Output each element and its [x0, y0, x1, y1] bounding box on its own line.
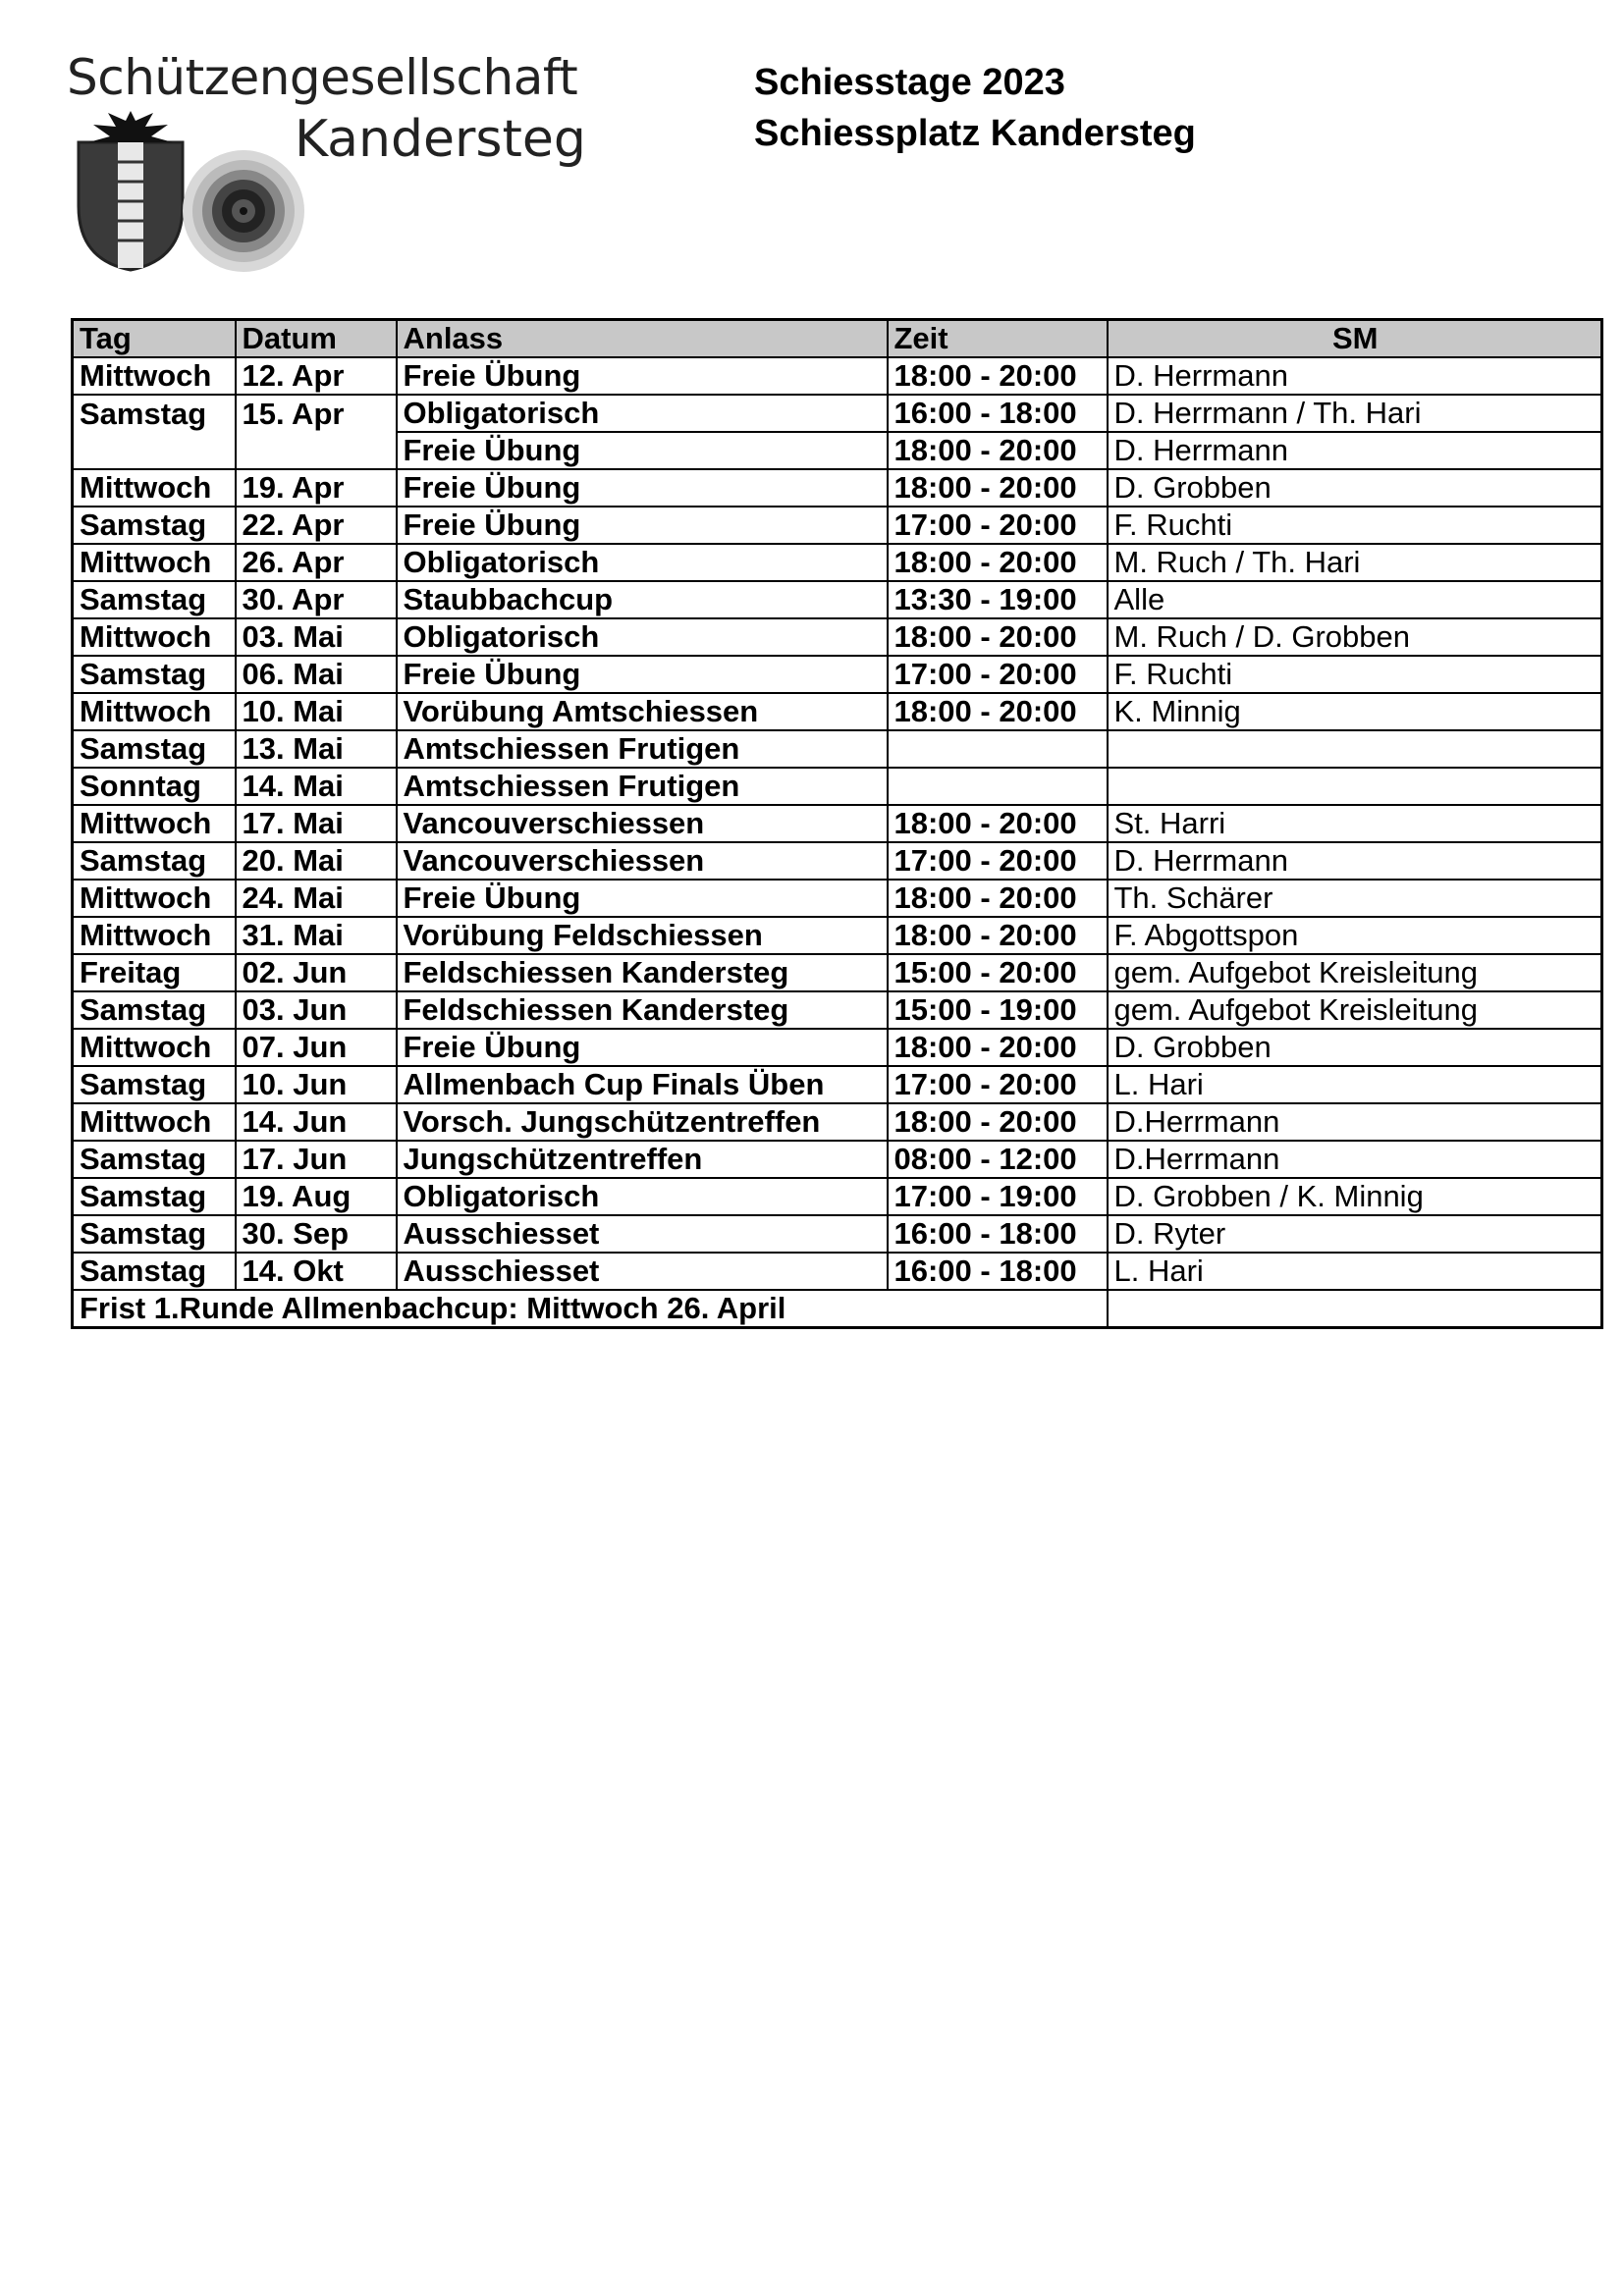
cell-zeit: 17:00 - 20:00 — [888, 842, 1108, 880]
cell-tag: Samstag — [73, 730, 236, 768]
cell-tag: Mittwoch — [73, 917, 236, 954]
table-row — [73, 768, 1602, 805]
cell-datum: 07. Jun — [236, 1029, 397, 1066]
cell-datum: 12. Apr — [236, 357, 397, 395]
cell-tag: Samstag — [73, 842, 236, 880]
table-row — [73, 880, 1602, 917]
header-zeit: Zeit — [888, 320, 1108, 358]
cell-sm: D. Ryter — [1108, 1215, 1602, 1253]
cell-anlass: Amtschiessen Frutigen — [397, 730, 888, 768]
cell-datum: 15. Apr — [236, 395, 397, 432]
cell-anlass: Obligatorisch — [397, 618, 888, 656]
cell-datum: 30. Apr — [236, 581, 397, 618]
cell-datum: 14. Jun — [236, 1103, 397, 1141]
cell-anlass: Freie Übung — [397, 656, 888, 693]
cell-zeit: 18:00 - 20:00 — [888, 805, 1108, 842]
club-logo — [67, 49, 656, 236]
cell-tag: Mittwoch — [73, 805, 236, 842]
cell-tag: Sonntag — [73, 768, 236, 805]
cell-anlass: Freie Übung — [397, 432, 888, 469]
cell-tag — [73, 432, 236, 469]
table-row — [73, 469, 1602, 507]
cell-tag: Samstag — [73, 1253, 236, 1290]
cell-anlass: Vorübung Amtschiessen — [397, 693, 888, 730]
table-row — [73, 1178, 1602, 1215]
logo-club-name-line2: Kandersteg — [295, 110, 586, 169]
cell-datum: 17. Mai — [236, 805, 397, 842]
cell-sm: D.Herrmann — [1108, 1103, 1602, 1141]
cell-anlass: Freie Übung — [397, 469, 888, 507]
cell-tag: Mittwoch — [73, 1029, 236, 1066]
cell-zeit: 18:00 - 20:00 — [888, 357, 1108, 395]
table-row — [73, 991, 1602, 1029]
cell-zeit: 18:00 - 20:00 — [888, 432, 1108, 469]
cell-tag: Freitag — [73, 954, 236, 991]
cell-datum: 10. Mai — [236, 693, 397, 730]
cell-anlass: Freie Übung — [397, 357, 888, 395]
cell-anlass: Obligatorisch — [397, 395, 888, 432]
table-row — [73, 1029, 1602, 1066]
header-sm: SM — [1108, 320, 1602, 358]
cell-datum: 19. Aug — [236, 1178, 397, 1215]
cell-sm: L. Hari — [1108, 1066, 1602, 1103]
cell-datum: 03. Mai — [236, 618, 397, 656]
page-heading — [754, 57, 1196, 159]
cell-tag: Samstag — [73, 581, 236, 618]
cell-anlass: Vorübung Feldschiessen — [397, 917, 888, 954]
table-row — [73, 1141, 1602, 1178]
crest-and-target-icon — [75, 103, 310, 285]
cell-zeit: 18:00 - 20:00 — [888, 618, 1108, 656]
table-row — [73, 805, 1602, 842]
cell-anlass: Amtschiessen Frutigen — [397, 768, 888, 805]
cell-tag: Mittwoch — [73, 469, 236, 507]
cell-zeit: 18:00 - 20:00 — [888, 1103, 1108, 1141]
cell-anlass: Ausschiesset — [397, 1253, 888, 1290]
logo-club-name-line1: Schützengesellschaft — [67, 49, 578, 106]
cell-anlass: Allmenbach Cup Finals Üben — [397, 1066, 888, 1103]
table-footer-row — [73, 1290, 1602, 1328]
cell-anlass: Jungschützentreffen — [397, 1141, 888, 1178]
cell-sm: St. Harri — [1108, 805, 1602, 842]
cell-zeit: 18:00 - 20:00 — [888, 469, 1108, 507]
table-row — [73, 656, 1602, 693]
cell-tag: Mittwoch — [73, 618, 236, 656]
table-row — [73, 395, 1602, 432]
cell-datum: 03. Jun — [236, 991, 397, 1029]
cell-zeit: 18:00 - 20:00 — [888, 544, 1108, 581]
table-row — [73, 1066, 1602, 1103]
cell-tag: Mittwoch — [73, 544, 236, 581]
table-row — [73, 954, 1602, 991]
table-row — [73, 917, 1602, 954]
cell-datum: 31. Mai — [236, 917, 397, 954]
cell-sm: D.Herrmann — [1108, 1141, 1602, 1178]
table-row — [73, 1103, 1602, 1141]
cell-datum: 24. Mai — [236, 880, 397, 917]
cell-zeit: 13:30 - 19:00 — [888, 581, 1108, 618]
cell-sm: F. Ruchti — [1108, 507, 1602, 544]
footer-empty-cell — [1108, 1290, 1602, 1328]
table-row — [73, 842, 1602, 880]
header-datum: Datum — [236, 320, 397, 358]
cell-datum: 10. Jun — [236, 1066, 397, 1103]
cell-anlass: Obligatorisch — [397, 544, 888, 581]
table-row — [73, 581, 1602, 618]
cell-sm: Th. Schärer — [1108, 880, 1602, 917]
cell-sm — [1108, 768, 1602, 805]
cell-tag: Mittwoch — [73, 693, 236, 730]
cell-sm: gem. Aufgebot Kreisleitung — [1108, 954, 1602, 991]
cell-sm: K. Minnig — [1108, 693, 1602, 730]
cell-datum: 13. Mai — [236, 730, 397, 768]
cell-datum: 02. Jun — [236, 954, 397, 991]
cell-zeit: 15:00 - 19:00 — [888, 991, 1108, 1029]
cell-zeit: 15:00 - 20:00 — [888, 954, 1108, 991]
cell-tag: Samstag — [73, 656, 236, 693]
table-row — [73, 432, 1602, 469]
cell-datum: 22. Apr — [236, 507, 397, 544]
cell-sm: D. Grobben — [1108, 1029, 1602, 1066]
cell-zeit: 17:00 - 19:00 — [888, 1178, 1108, 1215]
cell-tag: Samstag — [73, 507, 236, 544]
table-row — [73, 357, 1602, 395]
cell-datum — [236, 432, 397, 469]
cell-anlass: Feldschiessen Kandersteg — [397, 954, 888, 991]
cell-tag: Samstag — [73, 1141, 236, 1178]
table-row — [73, 507, 1602, 544]
header-tag: Tag — [73, 320, 236, 358]
cell-anlass: Ausschiesset — [397, 1215, 888, 1253]
cell-zeit: 16:00 - 18:00 — [888, 1215, 1108, 1253]
cell-anlass: Obligatorisch — [397, 1178, 888, 1215]
cell-zeit — [888, 730, 1108, 768]
cell-sm: D. Grobben — [1108, 469, 1602, 507]
cell-sm: D. Herrmann — [1108, 432, 1602, 469]
table-row — [73, 618, 1602, 656]
cell-zeit — [888, 768, 1108, 805]
cell-tag: Samstag — [73, 1178, 236, 1215]
cell-anlass: Feldschiessen Kandersteg — [397, 991, 888, 1029]
cell-sm: M. Ruch / Th. Hari — [1108, 544, 1602, 581]
cell-tag: Mittwoch — [73, 1103, 236, 1141]
cell-tag: Samstag — [73, 395, 236, 432]
cell-sm — [1108, 730, 1602, 768]
cell-sm: F. Abgottspon — [1108, 917, 1602, 954]
cell-anlass: Freie Übung — [397, 507, 888, 544]
cell-sm: F. Ruchti — [1108, 656, 1602, 693]
cell-tag: Samstag — [73, 1215, 236, 1253]
table-row — [73, 693, 1602, 730]
cell-sm: Alle — [1108, 581, 1602, 618]
cell-sm: D. Grobben / K. Minnig — [1108, 1178, 1602, 1215]
cell-sm: D. Herrmann — [1108, 357, 1602, 395]
cell-anlass: Vorsch. Jungschützentreffen — [397, 1103, 888, 1141]
cell-sm: D. Herrmann / Th. Hari — [1108, 395, 1602, 432]
cell-zeit: 17:00 - 20:00 — [888, 656, 1108, 693]
cell-zeit: 17:00 - 20:00 — [888, 1066, 1108, 1103]
cell-anlass: Vancouverschiessen — [397, 805, 888, 842]
cell-zeit: 18:00 - 20:00 — [888, 880, 1108, 917]
cell-tag: Mittwoch — [73, 357, 236, 395]
cell-datum: 17. Jun — [236, 1141, 397, 1178]
cell-datum: 19. Apr — [236, 469, 397, 507]
table-row — [73, 730, 1602, 768]
cell-datum: 26. Apr — [236, 544, 397, 581]
cell-datum: 30. Sep — [236, 1215, 397, 1253]
cell-sm: D. Herrmann — [1108, 842, 1602, 880]
table-header-row — [73, 320, 1602, 358]
cell-datum: 20. Mai — [236, 842, 397, 880]
cell-zeit: 17:00 - 20:00 — [888, 507, 1108, 544]
cell-zeit: 18:00 - 20:00 — [888, 1029, 1108, 1066]
cell-datum: 14. Okt — [236, 1253, 397, 1290]
cell-tag: Samstag — [73, 1066, 236, 1103]
header-anlass: Anlass — [397, 320, 888, 358]
cell-sm: L. Hari — [1108, 1253, 1602, 1290]
page-subtitle: Schiessplatz Kandersteg — [754, 113, 1196, 154]
cell-tag: Mittwoch — [73, 880, 236, 917]
table-row — [73, 1253, 1602, 1290]
page-title: Schiesstage 2023 — [754, 62, 1065, 103]
cell-sm: gem. Aufgebot Kreisleitung — [1108, 991, 1602, 1029]
table-row — [73, 1215, 1602, 1253]
cell-zeit: 18:00 - 20:00 — [888, 917, 1108, 954]
footer-note: Frist 1.Runde Allmenbachcup: Mittwoch 26. April — [73, 1290, 1108, 1328]
cell-zeit: 16:00 - 18:00 — [888, 1253, 1108, 1290]
cell-datum: 06. Mai — [236, 656, 397, 693]
cell-tag: Samstag — [73, 991, 236, 1029]
cell-anlass: Freie Übung — [397, 880, 888, 917]
table-row — [73, 544, 1602, 581]
cell-sm: M. Ruch / D. Grobben — [1108, 618, 1602, 656]
schedule-table — [71, 318, 1603, 1329]
cell-anlass: Freie Übung — [397, 1029, 888, 1066]
cell-datum: 14. Mai — [236, 768, 397, 805]
cell-zeit: 18:00 - 20:00 — [888, 693, 1108, 730]
cell-zeit: 08:00 - 12:00 — [888, 1141, 1108, 1178]
cell-anlass: Vancouverschiessen — [397, 842, 888, 880]
cell-zeit: 16:00 - 18:00 — [888, 395, 1108, 432]
cell-anlass: Staubbachcup — [397, 581, 888, 618]
